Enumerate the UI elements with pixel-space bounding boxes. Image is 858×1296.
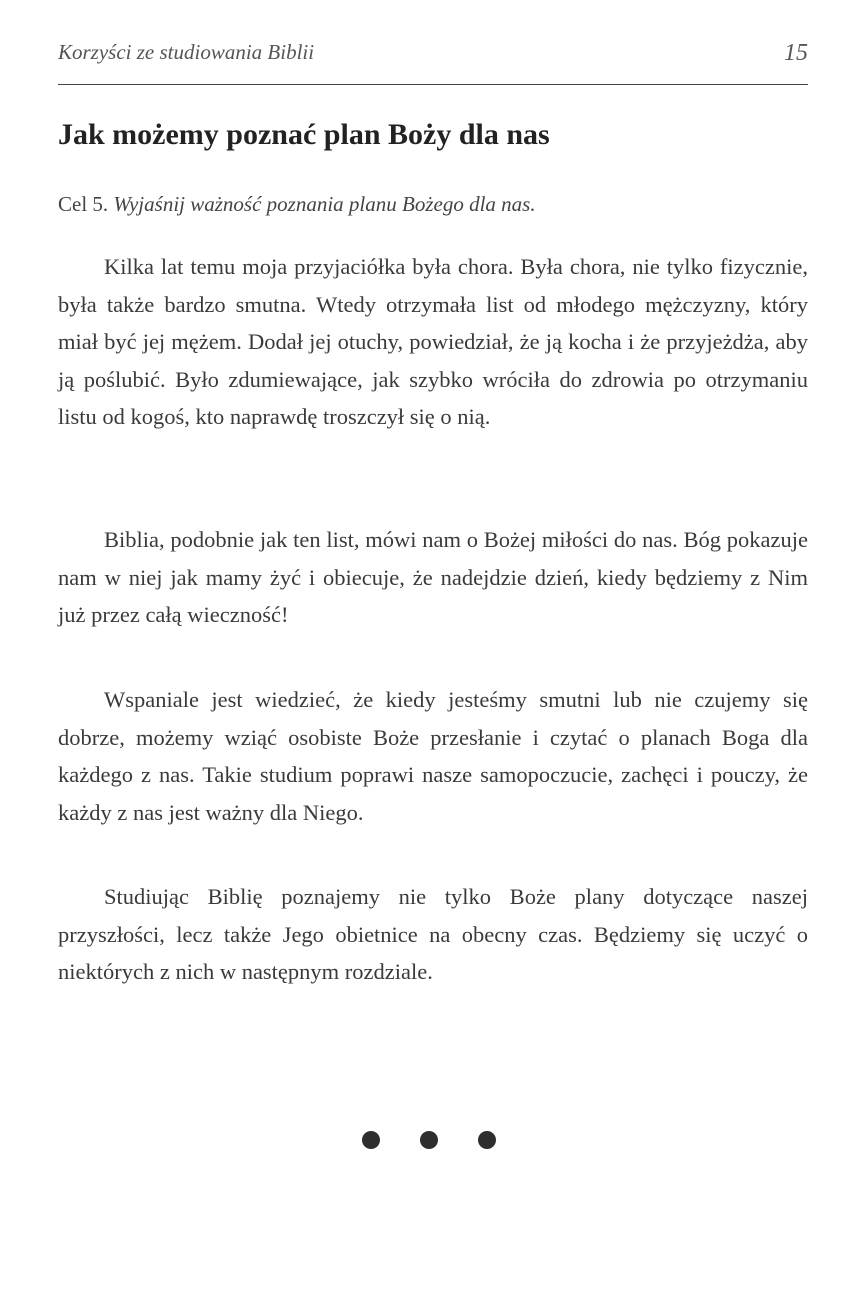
- section-separator: [362, 1131, 496, 1149]
- paragraph-4: Studiując Biblię poznajemy nie tylko Boże plany dotyczące naszej przyszłości, lecz także Jego obietnice na obecny czas. Będziemy się uczyć o niektórych z nich w następnym rozdziale.: [58, 884, 808, 984]
- paragraph-1: Kilka lat temu moja przyjaciółka była chora. Była chora, nie tylko fizycznie, była także bardzo smutna. Wtedy otrzymała list od młodego mężczyzny, który miał być jej mężem. Dodał jej otuchy, powiedział, że ją kocha i że przyjeżdża, aby ją poślubić. Było zdumiewające, jak szybko wróciła do zdrowia po otrzymaniu listu od kogoś, kto naprawdę troszczył się o nią.: [58, 254, 808, 429]
- separator-dot: [478, 1131, 496, 1149]
- paragraph-3: Wspaniale jest wiedzieć, że kiedy jesteśmy smutni lub nie czujemy się dobrze, możemy wziąć osobiste Boże przesłanie i czytać o planach Boga dla każdego z nas. Takie studium poprawi nasze samopoczucie, zachęci i pouczy, że każdy z nas jest ważny dla Niego.: [58, 687, 808, 825]
- section-title: Jak możemy poznać plan Boży dla nas: [58, 118, 550, 151]
- paragraph-2: Biblia, podobnie jak ten list, mówi nam o Bożej miłości do nas. Bóg pokazuje nam w niej jak mamy żyć i obiecuje, że nadejdzie dzień, kiedy będziemy z Nim już przez całą wieczność!: [58, 527, 808, 627]
- lesson-goal: [58, 192, 808, 217]
- separator-dot: [420, 1131, 438, 1149]
- page-number: 15: [784, 40, 808, 66]
- separator-dot: [362, 1131, 380, 1149]
- goal-label: Cel 5.: [58, 192, 109, 216]
- running-title: Korzyści ze studiowania Biblii: [58, 40, 315, 64]
- page-header: [58, 36, 808, 85]
- goal-text: Wyjaśnij ważność poznania planu Bożego dla nas.: [113, 192, 536, 216]
